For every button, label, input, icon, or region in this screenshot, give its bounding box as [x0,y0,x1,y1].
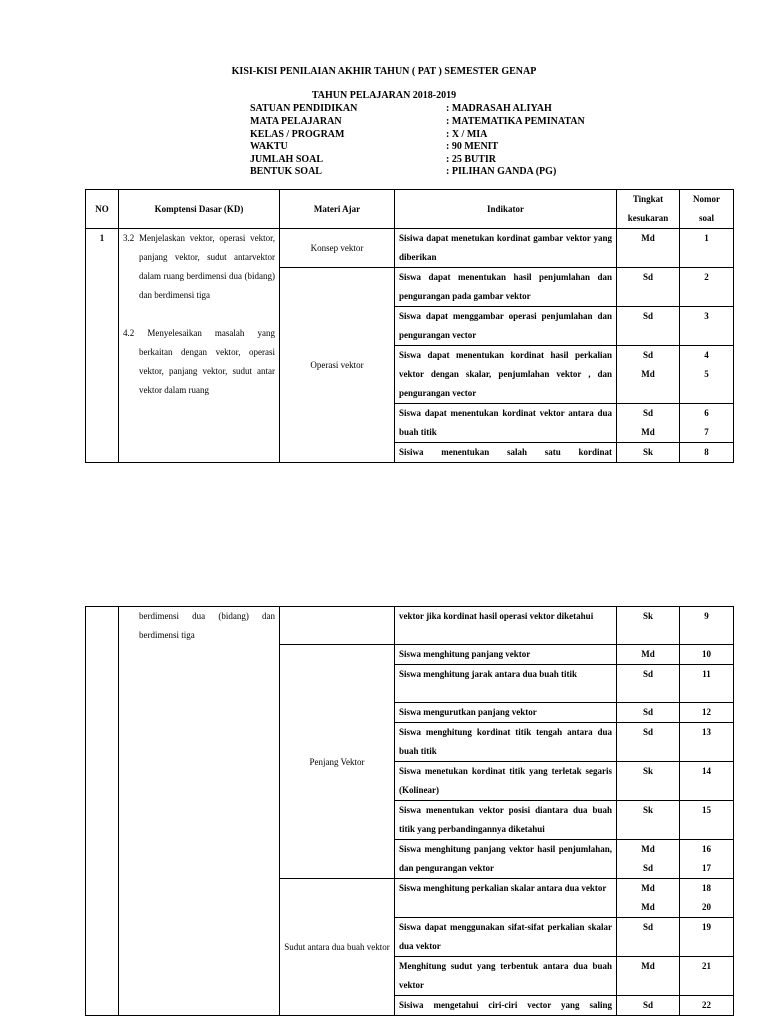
indikator-cell: vektor jika kordinat hasil operasi vektor diketahui [395,607,617,645]
kd-cell [119,229,280,463]
nomor-cell [680,346,734,404]
materi-panjang-vektor: Penjang Vektor [280,645,395,879]
tingkat-value: Md [641,902,655,912]
indikator-cell: Siswa menghitung perkalian skalar antara dua vektor [395,879,617,918]
nomor-cell [680,404,734,443]
nomor-value: 7 [704,427,709,437]
academic-year: TAHUN PELAJARAN 2018-2019 [311,90,457,101]
tingkat-cell: Md [617,645,680,665]
header-no: NO [86,190,119,229]
nomor-cell: 2 [680,268,734,307]
info-label-bentuk: BENTUK SOAL [250,166,322,177]
nomor-cell: 14 [680,762,734,801]
tingkat-value: Sd [642,408,653,418]
info-value-satuan: : MADRASAH ALIYAH [446,103,552,114]
nomor-cell: 9 [680,607,734,645]
tingkat-cell: Sd [617,723,680,762]
nomor-cell: 21 [680,957,734,996]
tingkat-cell [617,840,680,879]
kd-4-2: 4.2 Menyelesaikan masalah yang berkaitan dengan vektor, operasi vektor, panjang vektor, sudut antar vektor dalam ruang [123,328,275,395]
tingkat-value: Md [641,427,655,437]
info-value-jumlah: : 25 BUTIR [446,154,497,165]
tingkat-cell [617,404,680,443]
indikator-cell: Siswa dapat menentukan kordinat hasil perkalian vektor dengan skalar, penjumlahan vektor , dan pengurangan vector [395,346,617,404]
kd-3-2: 3.2 Menjelaskan vektor, operasi vektor, panjang vektor, sudut antarvektor dalam ruang berdimensi dua (bidang) dan berdimensi tiga [123,233,275,300]
indikator-cell: Siswa menetukan kordinat titik yang terletak segaris (Kolinear) [395,762,617,801]
tingkat-cell: Sk [617,443,680,463]
indikator-cell: Siswa dapat menggunakan sifat-sifat perkalian skalar dua vektor [395,918,617,957]
nomor-value: 5 [704,369,709,379]
header-tingkat: Tingkat kesukaran [617,190,680,229]
nomor-cell: 11 [680,665,734,703]
nomor-cell: 8 [680,443,734,463]
nomor-cell: 1 [680,229,734,268]
nomor-cell: 3 [680,307,734,346]
info-label-mapel: MATA PELAJARAN [250,116,342,127]
nomor-cell [680,879,734,918]
indikator-cell: Siswa menghitung kordinat titik tengah antara dua buah titik [395,723,617,762]
info-label-kelas: KELAS / PROGRAM [250,129,345,140]
info-value-bentuk: : PILIHAN GANDA (PG) [446,166,557,177]
tingkat-cell: Sd [617,307,680,346]
nomor-cell: 22 [680,996,734,1016]
header-indikator: Indikator [395,190,617,229]
tingkat-cell: Sd [617,703,680,723]
nomor-cell: 13 [680,723,734,762]
nomor-cell: 15 [680,801,734,840]
indikator-cell: Siswa dapat menentukan kordinat vektor antara dua buah titik [395,404,617,443]
indikator-cell: Siswa menghitung panjang vektor hasil penjumlahan, dan pengurangan vektor [395,840,617,879]
materi-sudut-vektor: Sudut antara dua buah vektor [280,879,395,1016]
tingkat-cell: Sd [617,996,680,1016]
tingkat-cell: Md [617,957,680,996]
row-no: 1 [86,229,119,463]
nomor-cell: 12 [680,703,734,723]
indikator-cell: Menghitung sudut yang terbentuk antara dua buah vektor [395,957,617,996]
kisi-table-page2 [85,606,734,1016]
indikator-cell: Siswa dapat menggambar operasi penjumlahan dan pengurangan vector [395,307,617,346]
indikator-cell: Siswa menghitung jarak antara dua buah titik [395,665,617,703]
kd-cell-continued [119,607,280,1016]
nomor-cell: 19 [680,918,734,957]
tingkat-cell: Md [617,229,680,268]
tingkat-value: Sd [642,863,653,873]
indikator-cell: Siswa menentukan vektor posisi diantara dua buah titik yang perbandingannya diketahui [395,801,617,840]
tingkat-value: Md [641,883,655,893]
nomor-value: 16 [702,844,711,854]
tingkat-cell [617,879,680,918]
info-label-jumlah: JUMLAH SOAL [250,154,324,165]
kd-continued-text: berdimensi dua (bidang) dan berdimensi tiga [139,611,275,640]
tingkat-cell: Sk [617,762,680,801]
header-nomor: Nomor soal [680,190,734,229]
info-value-mapel: : MATEMATIKA PEMINATAN [446,116,585,127]
indikator-cell: Sisiwa mengetahui ciri-ciri vector yang saling [395,996,617,1016]
nomor-value: 20 [702,902,711,912]
tingkat-value: Md [641,369,655,379]
nomor-value: 4 [704,350,709,360]
row-no-empty [86,607,119,1016]
tingkat-cell: Sd [617,268,680,307]
nomor-value: 17 [702,863,711,873]
indikator-cell: Siswa mengurutkan panjang vektor [395,703,617,723]
info-label-satuan: SATUAN PENDIDIKAN [250,103,358,114]
indikator-cell: Siswa dapat menentukan hasil penjumlahan dan pengurangan pada gambar vektor [395,268,617,307]
tingkat-cell [617,346,680,404]
info-value-waktu: : 90 MENIT [446,141,499,152]
tingkat-cell: Sk [617,801,680,840]
materi-operasi-vektor: Operasi vektor [280,268,395,463]
tingkat-value: Md [641,844,655,854]
indikator-cell: Siswa menghitung panjang vektor [395,645,617,665]
document-title: KISI-KISI PENILAIAN AKHIR TAHUN ( PAT ) SEMESTER GENAP [231,66,537,77]
tingkat-value: Sd [642,350,653,360]
info-value-kelas: : X / MIA [446,129,488,140]
nomor-value: 18 [702,883,711,893]
tingkat-cell: Sd [617,918,680,957]
materi-empty [280,607,395,645]
header-kd: Komptensi Dasar (KD) [119,190,280,229]
tingkat-cell: Sd [617,665,680,703]
kisi-table-page1 [85,189,734,463]
indikator-cell: Sisiwa menentukan salah satu kordinat [395,443,617,463]
nomor-cell [680,840,734,879]
header-materi: Materi Ajar [280,190,395,229]
indikator-cell: Sisiwa dapat menetukan kordinat gambar vektor yang diberikan [395,229,617,268]
materi-konsep-vektor: Konsep vektor [280,229,395,268]
tingkat-cell: Sk [617,607,680,645]
nomor-cell: 10 [680,645,734,665]
info-label-waktu: WAKTU [250,141,288,152]
nomor-value: 6 [704,408,709,418]
